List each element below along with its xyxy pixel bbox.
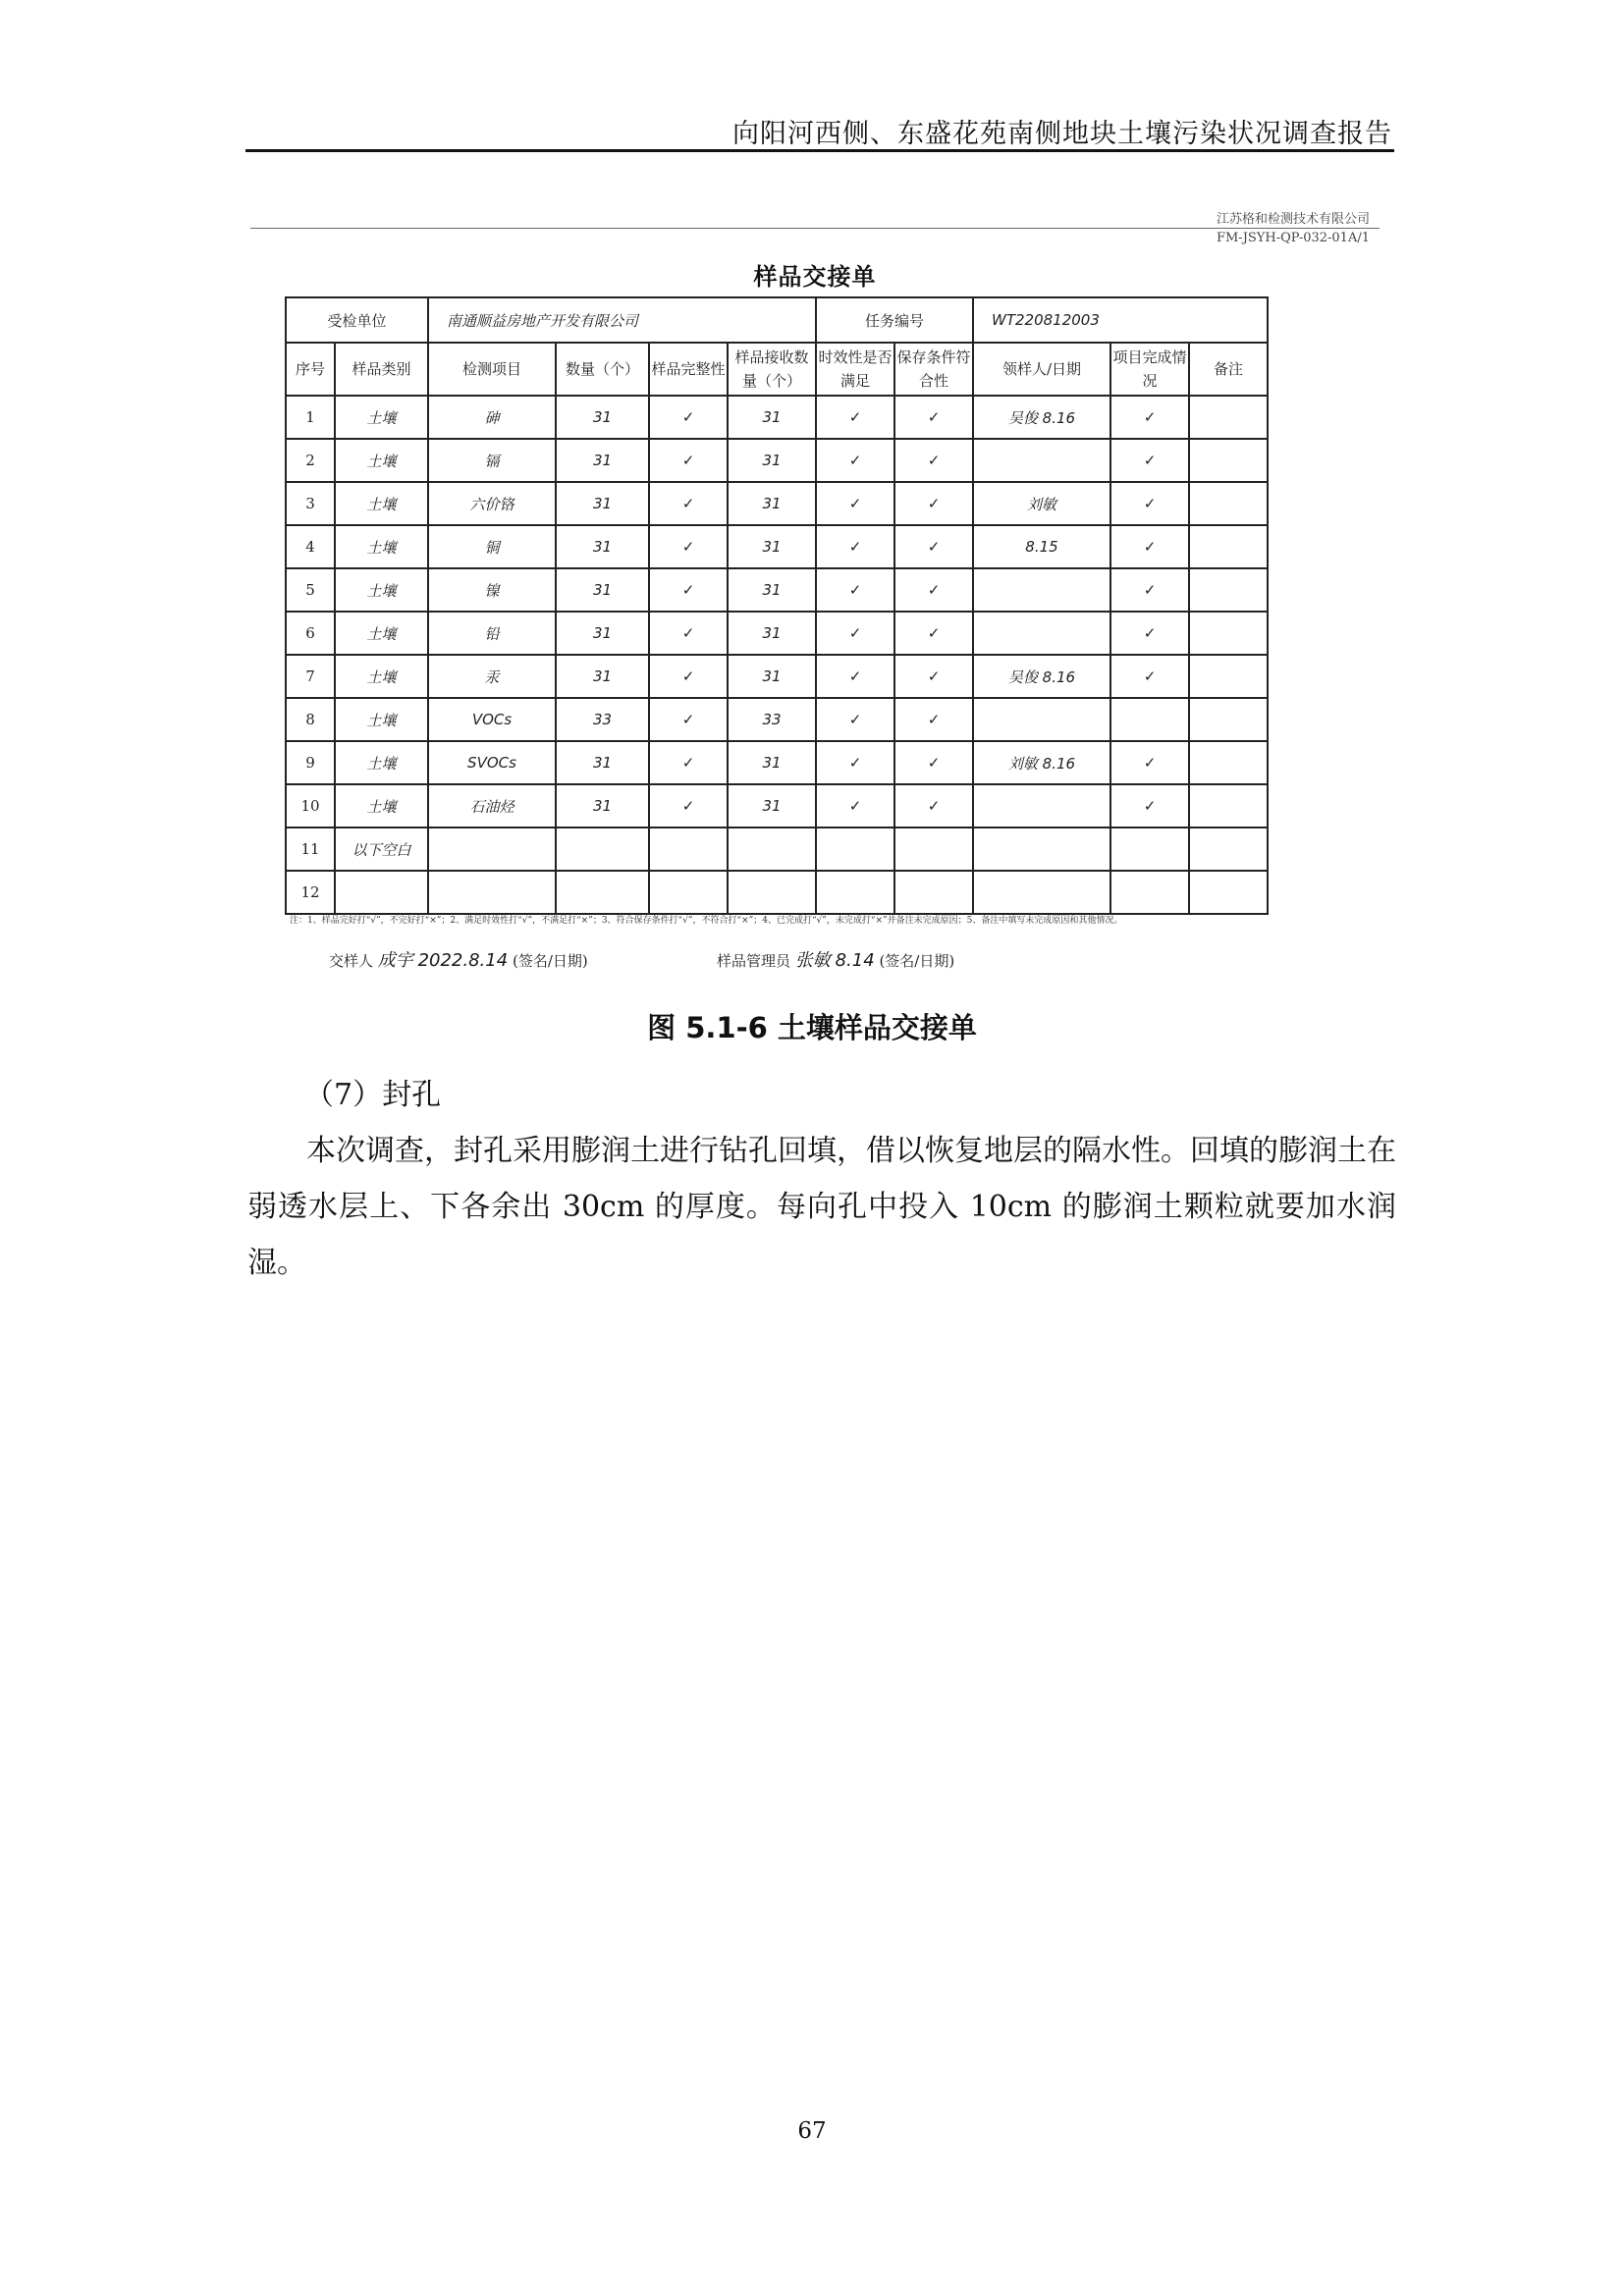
cell-no: 9 xyxy=(286,741,335,784)
col-header-remark: 备注 xyxy=(1189,343,1268,396)
cell-timely: ✓ xyxy=(816,612,894,655)
scanned-form xyxy=(250,208,1380,979)
cell-recv: 31 xyxy=(728,655,816,698)
cell-timely: ✓ xyxy=(816,568,894,612)
column-header-row xyxy=(286,343,1268,396)
manager-signature-line xyxy=(717,946,954,972)
handover-sign-hint: (签名/日期) xyxy=(512,952,588,970)
col-header-storage: 保存条件符合性 xyxy=(894,343,973,396)
cell-intact: ✓ xyxy=(649,525,728,568)
cell-storage xyxy=(894,871,973,914)
cell-item: 六价铬 xyxy=(428,482,556,525)
cell-remark xyxy=(1189,871,1268,914)
table-row xyxy=(286,439,1268,482)
cell-item: 镍 xyxy=(428,568,556,612)
cell-receiver: 吴俊 8.16 xyxy=(973,655,1110,698)
manager-signature: 张敏 xyxy=(794,950,831,971)
cell-no: 2 xyxy=(286,439,335,482)
cell-timely: ✓ xyxy=(816,655,894,698)
unit-row xyxy=(286,297,1268,343)
cell-done xyxy=(1110,828,1189,871)
cell-recv: 31 xyxy=(728,482,816,525)
cell-receiver: 吴俊 8.16 xyxy=(973,396,1110,439)
cell-intact: ✓ xyxy=(649,698,728,741)
cell-qty: 31 xyxy=(556,655,649,698)
cell-qty: 31 xyxy=(556,396,649,439)
table-row xyxy=(286,828,1268,871)
cell-done: ✓ xyxy=(1110,396,1189,439)
cell-recv: 31 xyxy=(728,525,816,568)
cell-no: 6 xyxy=(286,612,335,655)
cell-remark xyxy=(1189,828,1268,871)
cell-intact: ✓ xyxy=(649,784,728,828)
cell-done: ✓ xyxy=(1110,784,1189,828)
cell-receiver xyxy=(973,568,1110,612)
cell-remark xyxy=(1189,525,1268,568)
cell-done: ✓ xyxy=(1110,741,1189,784)
cell-qty xyxy=(556,828,649,871)
task-label: 任务编号 xyxy=(816,297,973,343)
cell-intact: ✓ xyxy=(649,439,728,482)
table-row xyxy=(286,784,1268,828)
cell-remark xyxy=(1189,396,1268,439)
cell-type: 土壤 xyxy=(335,655,428,698)
col-header-type: 样品类别 xyxy=(335,343,428,396)
cell-type: 土壤 xyxy=(335,396,428,439)
handover-label: 交样人 xyxy=(329,952,374,970)
cell-receiver xyxy=(973,784,1110,828)
cell-type: 土壤 xyxy=(335,698,428,741)
cell-recv: 31 xyxy=(728,568,816,612)
cell-receiver: 8.15 xyxy=(973,525,1110,568)
cell-receiver xyxy=(973,871,1110,914)
cell-storage: ✓ xyxy=(894,396,973,439)
cell-storage: ✓ xyxy=(894,482,973,525)
col-header-no: 序号 xyxy=(286,343,335,396)
cell-item: 砷 xyxy=(428,396,556,439)
cell-type: 土壤 xyxy=(335,612,428,655)
cell-done: ✓ xyxy=(1110,525,1189,568)
cell-storage: ✓ xyxy=(894,568,973,612)
cell-qty: 31 xyxy=(556,525,649,568)
cell-remark xyxy=(1189,741,1268,784)
cell-item: 石油烃 xyxy=(428,784,556,828)
cell-remark xyxy=(1189,655,1268,698)
cell-item xyxy=(428,828,556,871)
cell-done xyxy=(1110,698,1189,741)
cell-no: 1 xyxy=(286,396,335,439)
cell-storage: ✓ xyxy=(894,655,973,698)
manager-date: 8.14 xyxy=(835,950,875,971)
col-header-qty: 数量（个） xyxy=(556,343,649,396)
cell-no: 11 xyxy=(286,828,335,871)
task-value: WT220812003 xyxy=(973,297,1268,343)
cell-no: 4 xyxy=(286,525,335,568)
cell-recv: 31 xyxy=(728,784,816,828)
cell-intact: ✓ xyxy=(649,482,728,525)
cell-recv: 31 xyxy=(728,741,816,784)
cell-qty: 31 xyxy=(556,568,649,612)
cell-storage: ✓ xyxy=(894,439,973,482)
form-footnote: 注：1、样品完好打“√”，不完好打“×”；2、满足时效性打“√”，不满足打“×”；3、符合保存条件打“√”，不符合打“×”；4、已完成打“√”，未完成打“×”并备注未完成原因；5、备注中填写未完成原因和其他情况。 xyxy=(290,916,1123,926)
cell-storage xyxy=(894,828,973,871)
cell-qty: 31 xyxy=(556,741,649,784)
cell-done: ✓ xyxy=(1110,612,1189,655)
cell-storage: ✓ xyxy=(894,784,973,828)
table-row xyxy=(286,741,1268,784)
cell-intact xyxy=(649,871,728,914)
cell-intact: ✓ xyxy=(649,612,728,655)
cell-no: 10 xyxy=(286,784,335,828)
cell-receiver: 刘敏 8.16 xyxy=(973,741,1110,784)
cell-receiver xyxy=(973,828,1110,871)
sample-handover-table xyxy=(285,296,1269,915)
manager-sign-hint: (签名/日期) xyxy=(879,952,955,970)
cell-qty: 31 xyxy=(556,482,649,525)
cell-storage: ✓ xyxy=(894,698,973,741)
cell-item xyxy=(428,871,556,914)
unit-value: 南通顺益房地产开发有限公司 xyxy=(428,297,816,343)
cell-qty: 33 xyxy=(556,698,649,741)
cell-qty: 31 xyxy=(556,612,649,655)
header-rule xyxy=(245,149,1394,152)
table-row xyxy=(286,698,1268,741)
cell-recv: 31 xyxy=(728,439,816,482)
cell-item: VOCs xyxy=(428,698,556,741)
cell-type: 土壤 xyxy=(335,525,428,568)
cell-receiver xyxy=(973,612,1110,655)
body-paragraph: 本次调查，封孔采用膨润土进行钻孔回填，借以恢复地层的隔水性。回填的膨润土在弱透水层上、下各余出 30cm 的厚度。每向孔中投入 10cm 的膨润土颗粒就要加水润湿。 xyxy=(247,1134,1396,1280)
cell-item: SVOCs xyxy=(428,741,556,784)
cell-qty xyxy=(556,871,649,914)
col-header-timely: 时效性是否满足 xyxy=(816,343,894,396)
cell-no: 5 xyxy=(286,568,335,612)
cell-storage: ✓ xyxy=(894,741,973,784)
cell-type xyxy=(335,871,428,914)
cell-type: 土壤 xyxy=(335,439,428,482)
cell-recv: 31 xyxy=(728,396,816,439)
cell-timely: ✓ xyxy=(816,525,894,568)
cell-receiver xyxy=(973,439,1110,482)
figure-caption: 图 5.1-6 土壤样品交接单 xyxy=(647,1011,977,1044)
cell-done: ✓ xyxy=(1110,655,1189,698)
cell-type: 土壤 xyxy=(335,741,428,784)
report-header-title: 向阳河西侧、东盛花苑南侧地块土壤污染状况调查报告 xyxy=(732,119,1392,149)
col-header-receiver: 领样人/日期 xyxy=(973,343,1110,396)
cell-recv: 33 xyxy=(728,698,816,741)
cell-no: 8 xyxy=(286,698,335,741)
table-row xyxy=(286,612,1268,655)
cell-type: 土壤 xyxy=(335,784,428,828)
cell-qty: 31 xyxy=(556,784,649,828)
cell-done xyxy=(1110,871,1189,914)
cell-item: 镉 xyxy=(428,439,556,482)
col-header-recv: 样品接收数量（个） xyxy=(728,343,816,396)
table-row xyxy=(286,525,1268,568)
cell-qty: 31 xyxy=(556,439,649,482)
handover-signature-line xyxy=(329,946,588,972)
cell-intact: ✓ xyxy=(649,396,728,439)
cell-recv: 31 xyxy=(728,612,816,655)
table-row xyxy=(286,396,1268,439)
cell-type: 土壤 xyxy=(335,568,428,612)
cell-storage: ✓ xyxy=(894,525,973,568)
table-row xyxy=(286,655,1268,698)
cell-item: 铜 xyxy=(428,525,556,568)
section-heading: （7）封孔 xyxy=(304,1078,442,1112)
cell-no: 12 xyxy=(286,871,335,914)
cell-type: 以下空白 xyxy=(335,828,428,871)
col-header-item: 检测项目 xyxy=(428,343,556,396)
cell-timely: ✓ xyxy=(816,741,894,784)
manager-label: 样品管理员 xyxy=(717,952,791,970)
cell-recv xyxy=(728,871,816,914)
cell-remark xyxy=(1189,439,1268,482)
cell-intact xyxy=(649,828,728,871)
col-header-intact: 样品完整性 xyxy=(649,343,728,396)
cell-timely: ✓ xyxy=(816,396,894,439)
col-header-done: 项目完成情况 xyxy=(1110,343,1189,396)
cell-receiver: 刘敏 xyxy=(973,482,1110,525)
cell-timely xyxy=(816,828,894,871)
cell-done: ✓ xyxy=(1110,482,1189,525)
table-row xyxy=(286,482,1268,525)
handover-date: 2022.8.14 xyxy=(417,950,509,971)
cell-recv xyxy=(728,828,816,871)
cell-remark xyxy=(1189,482,1268,525)
cell-storage: ✓ xyxy=(894,612,973,655)
cell-done: ✓ xyxy=(1110,568,1189,612)
form-code: FM-JSYH-QP-032-01A/1 xyxy=(1216,231,1370,245)
handover-signature: 成宇 xyxy=(377,950,413,971)
unit-label: 受检单位 xyxy=(286,297,428,343)
cell-intact: ✓ xyxy=(649,568,728,612)
cell-type: 土壤 xyxy=(335,482,428,525)
cell-intact: ✓ xyxy=(649,741,728,784)
cell-timely: ✓ xyxy=(816,784,894,828)
cell-timely xyxy=(816,871,894,914)
cell-remark xyxy=(1189,784,1268,828)
cell-remark xyxy=(1189,698,1268,741)
form-top-line xyxy=(250,228,1380,229)
cell-no: 3 xyxy=(286,482,335,525)
cell-done: ✓ xyxy=(1110,439,1189,482)
cell-no: 7 xyxy=(286,655,335,698)
cell-item: 汞 xyxy=(428,655,556,698)
cell-remark xyxy=(1189,568,1268,612)
form-title: 样品交接单 xyxy=(753,263,877,291)
table-row xyxy=(286,568,1268,612)
cell-remark xyxy=(1189,612,1268,655)
company-name: 江苏格和检测技术有限公司 xyxy=(1216,212,1370,227)
cell-item: 铅 xyxy=(428,612,556,655)
cell-intact: ✓ xyxy=(649,655,728,698)
page-number: 67 xyxy=(797,2118,827,2144)
cell-receiver xyxy=(973,698,1110,741)
cell-timely: ✓ xyxy=(816,482,894,525)
cell-timely: ✓ xyxy=(816,698,894,741)
cell-timely: ✓ xyxy=(816,439,894,482)
table-row xyxy=(286,871,1268,914)
